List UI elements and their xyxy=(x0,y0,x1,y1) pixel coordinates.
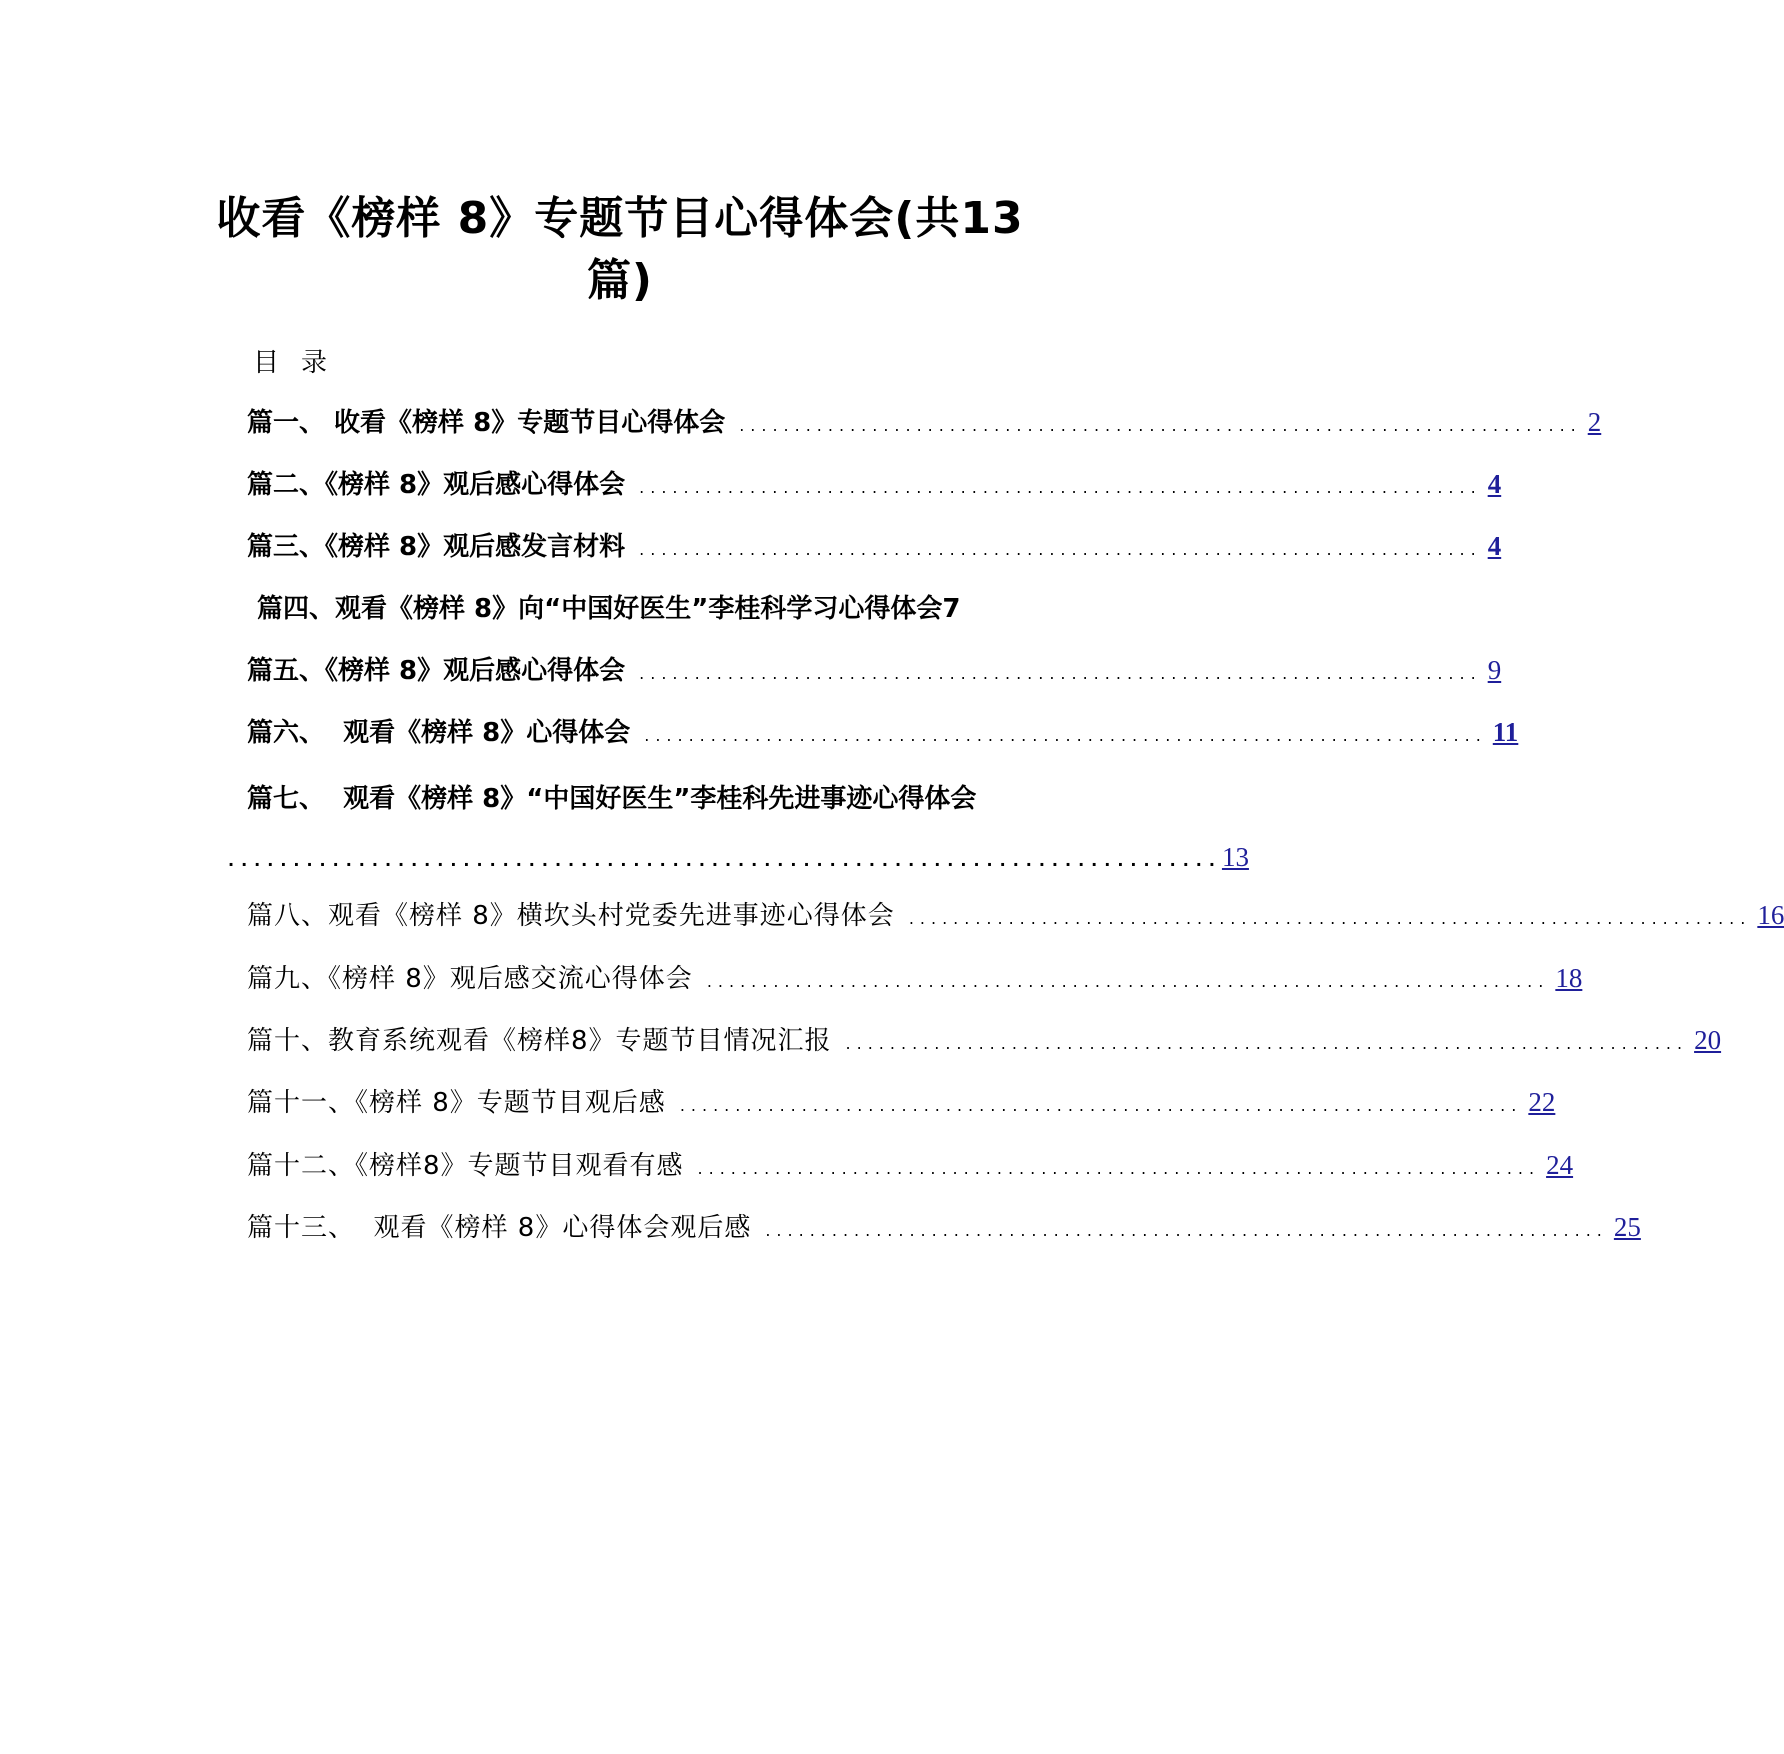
toc-entry-label: 篇十二、《榜样8》专题节目观看有感 xyxy=(247,1151,684,1181)
toc-page-link[interactable]: 16 xyxy=(1757,900,1784,930)
toc-entry-label: 篇六、 观看《榜样 8》心得体会 xyxy=(247,718,631,748)
toc-entry-label: 篇十一、《榜样 8》专题节目观后感 xyxy=(247,1088,666,1118)
toc-page-link[interactable]: 20 xyxy=(1694,1025,1722,1055)
page-title xyxy=(190,188,1050,312)
toc-entry-2[interactable] xyxy=(247,464,1502,508)
toc-entry-label: 篇三、《榜样 8》观后感发言材料 xyxy=(247,532,626,562)
toc-entry-5[interactable] xyxy=(247,650,1502,694)
toc-page-link[interactable]: 22 xyxy=(1528,1087,1556,1117)
title-line-2: 篇) xyxy=(586,255,654,306)
toc-entry-1[interactable] xyxy=(247,402,1602,446)
title-line-1: 收看《榜样 8》专题节目心得体会(共13 xyxy=(216,193,1024,244)
toc-leader-dots: ............................................................................ xyxy=(908,909,1752,928)
toc-entry-label: 篇五、《榜样 8》观后感心得体会 xyxy=(247,656,626,686)
toc-leader-dots: ............................................................................ xyxy=(739,416,1582,435)
toc-entry-7-continuation[interactable] xyxy=(228,842,1249,873)
toc-leader-dots: ............................................................................ xyxy=(639,478,1482,497)
toc-entry-11[interactable] xyxy=(247,1082,1556,1126)
toc-entry-label: 篇十、教育系统观看《榜样8》专题节目情况汇报 xyxy=(247,1026,832,1056)
toc-page-link[interactable]: 2 xyxy=(1587,407,1602,437)
toc-leader-dots: ............................................................................ xyxy=(679,1096,1523,1115)
toc-leader-dots: ............................................................................ xyxy=(697,1159,1541,1178)
toc-entry-label: 篇十三、 观看《榜样 8》心得体会观后感 xyxy=(247,1213,752,1243)
toc-leader-dots: ............................................................................ xyxy=(639,540,1482,559)
toc-page-link[interactable]: 18 xyxy=(1555,963,1583,993)
toc-leader-dots: ............................................................................ xyxy=(639,664,1482,683)
toc-page-link[interactable]: 24 xyxy=(1546,1150,1574,1180)
toc-leader-dots: ............................................................................ xyxy=(228,851,1222,870)
toc-entry-label: 篇八、观看《榜样 8》横坎头村党委先进事迹心得体会 xyxy=(247,901,895,931)
toc-page-link[interactable]: 11 xyxy=(1492,717,1519,747)
toc-entry-9[interactable] xyxy=(247,958,1583,1002)
toc-entry-12[interactable] xyxy=(247,1145,1574,1189)
toc-leader-dots: ............................................................................ xyxy=(644,726,1487,745)
toc-leader-dots: ............................................................................ xyxy=(845,1034,1689,1053)
toc-entry-4[interactable] xyxy=(257,588,1060,632)
toc-page-link[interactable]: 4 xyxy=(1487,469,1502,499)
toc-entry-label: 篇九、《榜样 8》观后感交流心得体会 xyxy=(247,964,693,994)
toc-entry-6[interactable] xyxy=(247,712,1519,756)
toc-entry-3[interactable] xyxy=(247,526,1502,570)
toc-leader-dots: ............................................................................ xyxy=(706,972,1550,991)
toc-page-link[interactable]: 4 xyxy=(1487,531,1502,561)
toc-entry-10[interactable] xyxy=(247,1020,1722,1064)
toc-entry-label: 篇二、《榜样 8》观后感心得体会 xyxy=(247,470,626,500)
toc-heading: 目录 xyxy=(253,348,350,378)
toc-entry-8[interactable] xyxy=(247,895,1784,939)
toc-leader-dots: ............................................................................ xyxy=(765,1221,1608,1240)
toc-entry-13[interactable] xyxy=(247,1207,1641,1251)
toc-entry-7[interactable]: 篇七、 观看《榜样 8》“中国好医生”李桂科先进事迹心得体会 xyxy=(247,784,977,814)
toc-entry-label: 篇一、 收看《榜样 8》专题节目心得体会 xyxy=(247,408,726,438)
toc-page-link[interactable]: 13 xyxy=(1221,842,1249,872)
toc-page-link[interactable]: 9 xyxy=(1487,655,1502,685)
toc-page-link[interactable]: 25 xyxy=(1613,1212,1641,1242)
toc-entry-label: 篇四、观看《榜样 8》向“中国好医生”李桂科学习心得体会7 xyxy=(257,594,961,624)
